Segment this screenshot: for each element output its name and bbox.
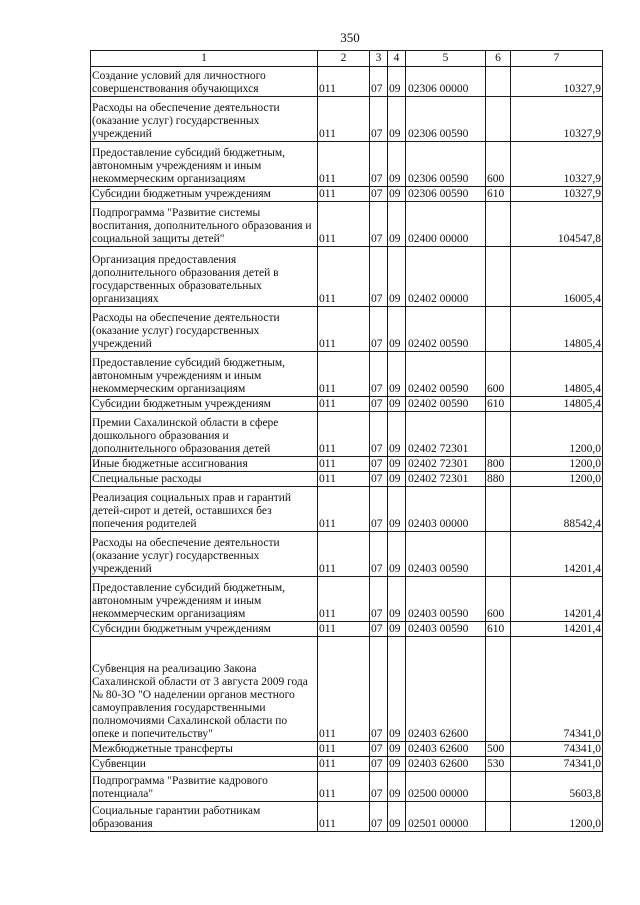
- row-name-cell: Расходы на обеспечение деятельности (оказание услуг) государственных учреждений: [91, 307, 318, 352]
- column-header: 4: [388, 51, 406, 67]
- row-name-cell: Субвенция на реализацию Закона Сахалинской области от 3 августа 2009 года № 80-ЗО "О наделении органов местного самоуправления государственными полномочиями Сахалинской области по опеке и попечительству": [91, 637, 318, 742]
- amount-cell: 10327,9: [511, 187, 603, 202]
- row-name-cell: Предоставление субсидий бюджетным, автономным учреждениям и иным некоммерческим организациям: [91, 142, 318, 187]
- section-code-cell: 07: [370, 757, 388, 772]
- section-code-cell: 07: [370, 772, 388, 802]
- table-row: [91, 307, 603, 352]
- amount-cell: 14201,4: [511, 622, 603, 637]
- table-row: [91, 742, 603, 757]
- section-code-cell: 07: [370, 397, 388, 412]
- expense-type-cell: [486, 802, 511, 832]
- ministry-code-cell: 011: [318, 307, 370, 352]
- table-row: [91, 247, 603, 307]
- target-article-cell: 02402 00590: [406, 352, 486, 397]
- amount-cell: 14201,4: [511, 532, 603, 577]
- ministry-code-cell: 011: [318, 397, 370, 412]
- amount-cell: 88542,4: [511, 487, 603, 532]
- table-row: [91, 412, 603, 457]
- table-body: [91, 67, 603, 832]
- amount-cell: 16005,4: [511, 247, 603, 307]
- ministry-code-cell: 011: [318, 637, 370, 742]
- subsection-code-cell: 09: [388, 457, 406, 472]
- amount-cell: 10327,9: [511, 97, 603, 142]
- target-article-cell: 02402 00590: [406, 307, 486, 352]
- subsection-code-cell: 09: [388, 187, 406, 202]
- amount-cell: 10327,9: [511, 67, 603, 97]
- section-code-cell: 07: [370, 457, 388, 472]
- amount-cell: 1200,0: [511, 472, 603, 487]
- expense-type-cell: 610: [486, 397, 511, 412]
- column-header: 3: [370, 51, 388, 67]
- table-row: [91, 802, 603, 832]
- row-name-cell: Подпрограмма "Развитие системы воспитания, дополнительного образования и социальной защиты детей": [91, 202, 318, 247]
- amount-cell: 5603,8: [511, 772, 603, 802]
- target-article-cell: 02403 00000: [406, 487, 486, 532]
- target-article-cell: 02403 00590: [406, 622, 486, 637]
- subsection-code-cell: 09: [388, 757, 406, 772]
- target-article-cell: 02402 72301: [406, 412, 486, 457]
- row-name-cell: Субвенции: [91, 757, 318, 772]
- ministry-code-cell: 011: [318, 187, 370, 202]
- ministry-code-cell: 011: [318, 202, 370, 247]
- amount-cell: 14805,4: [511, 397, 603, 412]
- table-row: [91, 142, 603, 187]
- amount-cell: 1200,0: [511, 802, 603, 832]
- section-code-cell: 07: [370, 202, 388, 247]
- target-article-cell: 02403 62600: [406, 757, 486, 772]
- amount-cell: 74341,0: [511, 757, 603, 772]
- expense-type-cell: [486, 97, 511, 142]
- target-article-cell: 02306 00590: [406, 142, 486, 187]
- column-header: 7: [511, 51, 603, 67]
- ministry-code-cell: 011: [318, 142, 370, 187]
- expense-type-cell: [486, 772, 511, 802]
- section-code-cell: 07: [370, 412, 388, 457]
- section-code-cell: 07: [370, 307, 388, 352]
- amount-cell: 1200,0: [511, 412, 603, 457]
- section-code-cell: 07: [370, 67, 388, 97]
- amount-cell: 14805,4: [511, 307, 603, 352]
- table-row: [91, 757, 603, 772]
- subsection-code-cell: 09: [388, 577, 406, 622]
- row-name-cell: Создание условий для личностного совершенствования обучающихся: [91, 67, 318, 97]
- ministry-code-cell: 011: [318, 247, 370, 307]
- expense-type-cell: 800: [486, 457, 511, 472]
- table-row: [91, 352, 603, 397]
- amount-cell: 10327,9: [511, 142, 603, 187]
- ministry-code-cell: 011: [318, 67, 370, 97]
- subsection-code-cell: 09: [388, 532, 406, 577]
- target-article-cell: 02501 00000: [406, 802, 486, 832]
- subsection-code-cell: 09: [388, 67, 406, 97]
- ministry-code-cell: 011: [318, 802, 370, 832]
- section-code-cell: 07: [370, 352, 388, 397]
- page-number: 350: [340, 30, 360, 45]
- amount-cell: 74341,0: [511, 742, 603, 757]
- expense-type-cell: [486, 247, 511, 307]
- target-article-cell: 02402 72301: [406, 472, 486, 487]
- section-code-cell: 07: [370, 742, 388, 757]
- budget-table: [90, 50, 603, 832]
- row-name-cell: Предоставление субсидий бюджетным, автономным учреждениям и иным некоммерческим организациям: [91, 352, 318, 397]
- column-header: 6: [486, 51, 511, 67]
- expense-type-cell: 880: [486, 472, 511, 487]
- expense-type-cell: [486, 487, 511, 532]
- target-article-cell: 02500 00000: [406, 772, 486, 802]
- expense-type-cell: 600: [486, 142, 511, 187]
- target-article-cell: 02403 62600: [406, 742, 486, 757]
- row-name-cell: Расходы на обеспечение деятельности (оказание услуг) государственных учреждений: [91, 532, 318, 577]
- ministry-code-cell: 011: [318, 772, 370, 802]
- section-code-cell: 07: [370, 247, 388, 307]
- target-article-cell: 02402 00000: [406, 247, 486, 307]
- header-row: [91, 51, 603, 67]
- expense-type-cell: [486, 307, 511, 352]
- ministry-code-cell: 011: [318, 472, 370, 487]
- expense-type-cell: [486, 532, 511, 577]
- target-article-cell: 02400 00000: [406, 202, 486, 247]
- table-row: [91, 577, 603, 622]
- ministry-code-cell: 011: [318, 352, 370, 397]
- row-name-cell: Расходы на обеспечение деятельности (оказание услуг) государственных учреждений: [91, 97, 318, 142]
- row-name-cell: Премии Сахалинской области в сфере дошкольного образования и дополнительного образования детей: [91, 412, 318, 457]
- subsection-code-cell: 09: [388, 802, 406, 832]
- section-code-cell: 07: [370, 142, 388, 187]
- section-code-cell: 07: [370, 577, 388, 622]
- ministry-code-cell: 011: [318, 487, 370, 532]
- ministry-code-cell: 011: [318, 97, 370, 142]
- table-row: [91, 397, 603, 412]
- subsection-code-cell: 09: [388, 622, 406, 637]
- row-name-cell: Подпрограмма "Развитие кадрового потенциала": [91, 772, 318, 802]
- ministry-code-cell: 011: [318, 742, 370, 757]
- ministry-code-cell: 011: [318, 412, 370, 457]
- section-code-cell: 07: [370, 802, 388, 832]
- table-row: [91, 67, 603, 97]
- amount-cell: 1200,0: [511, 457, 603, 472]
- expense-type-cell: 530: [486, 757, 511, 772]
- target-article-cell: 02403 62600: [406, 637, 486, 742]
- row-name-cell: Иные бюджетные ассигнования: [91, 457, 318, 472]
- table-row: [91, 202, 603, 247]
- subsection-code-cell: 09: [388, 97, 406, 142]
- row-name-cell: Субсидии бюджетным учреждениям: [91, 622, 318, 637]
- expense-type-cell: [486, 637, 511, 742]
- subsection-code-cell: 09: [388, 142, 406, 187]
- amount-cell: 14201,4: [511, 577, 603, 622]
- ministry-code-cell: 011: [318, 622, 370, 637]
- table-row: [91, 457, 603, 472]
- section-code-cell: 07: [370, 472, 388, 487]
- ministry-code-cell: 011: [318, 532, 370, 577]
- subsection-code-cell: 09: [388, 742, 406, 757]
- amount-cell: 74341,0: [511, 637, 603, 742]
- subsection-code-cell: 09: [388, 397, 406, 412]
- row-name-cell: Организация предоставления дополнительного образования детей в государственных образовательных организациях: [91, 247, 318, 307]
- expense-type-cell: [486, 412, 511, 457]
- amount-cell: 14805,4: [511, 352, 603, 397]
- target-article-cell: 02306 00590: [406, 187, 486, 202]
- ministry-code-cell: 011: [318, 577, 370, 622]
- table-row: [91, 637, 603, 742]
- table-row: [91, 97, 603, 142]
- column-header: 5: [406, 51, 486, 67]
- section-code-cell: 07: [370, 97, 388, 142]
- row-name-cell: Субсидии бюджетным учреждениям: [91, 187, 318, 202]
- section-code-cell: 07: [370, 622, 388, 637]
- subsection-code-cell: 09: [388, 247, 406, 307]
- subsection-code-cell: 09: [388, 637, 406, 742]
- section-code-cell: 07: [370, 637, 388, 742]
- row-name-cell: Субсидии бюджетным учреждениям: [91, 397, 318, 412]
- target-article-cell: 02403 00590: [406, 577, 486, 622]
- section-code-cell: 07: [370, 187, 388, 202]
- column-header: 1: [91, 51, 318, 67]
- table-row: [91, 532, 603, 577]
- ministry-code-cell: 011: [318, 457, 370, 472]
- subsection-code-cell: 09: [388, 202, 406, 247]
- subsection-code-cell: 09: [388, 772, 406, 802]
- subsection-code-cell: 09: [388, 412, 406, 457]
- target-article-cell: 02402 72301: [406, 457, 486, 472]
- row-name-cell: Социальные гарантии работникам образования: [91, 802, 318, 832]
- target-article-cell: 02306 00590: [406, 97, 486, 142]
- row-name-cell: Реализация социальных прав и гарантий детей-сирот и детей, оставшихся без попечения родителей: [91, 487, 318, 532]
- expense-type-cell: 610: [486, 622, 511, 637]
- subsection-code-cell: 09: [388, 472, 406, 487]
- table-row: [91, 487, 603, 532]
- amount-cell: 104547,8: [511, 202, 603, 247]
- target-article-cell: 02306 00000: [406, 67, 486, 97]
- subsection-code-cell: 09: [388, 307, 406, 352]
- target-article-cell: 02402 00590: [406, 397, 486, 412]
- row-name-cell: Межбюджетные трансферты: [91, 742, 318, 757]
- column-header: 2: [318, 51, 370, 67]
- expense-type-cell: 600: [486, 577, 511, 622]
- subsection-code-cell: 09: [388, 352, 406, 397]
- target-article-cell: 02403 00590: [406, 532, 486, 577]
- expense-type-cell: [486, 67, 511, 97]
- section-code-cell: 07: [370, 532, 388, 577]
- subsection-code-cell: 09: [388, 487, 406, 532]
- expense-type-cell: 600: [486, 352, 511, 397]
- table-row: [91, 187, 603, 202]
- expense-type-cell: [486, 202, 511, 247]
- section-code-cell: 07: [370, 487, 388, 532]
- expense-type-cell: 500: [486, 742, 511, 757]
- row-name-cell: Предоставление субсидий бюджетным, автономным учреждениям и иным некоммерческим организациям: [91, 577, 318, 622]
- row-name-cell: Специальные расходы: [91, 472, 318, 487]
- table-row: [91, 772, 603, 802]
- expense-type-cell: 610: [486, 187, 511, 202]
- table-row: [91, 472, 603, 487]
- ministry-code-cell: 011: [318, 757, 370, 772]
- table-row: [91, 622, 603, 637]
